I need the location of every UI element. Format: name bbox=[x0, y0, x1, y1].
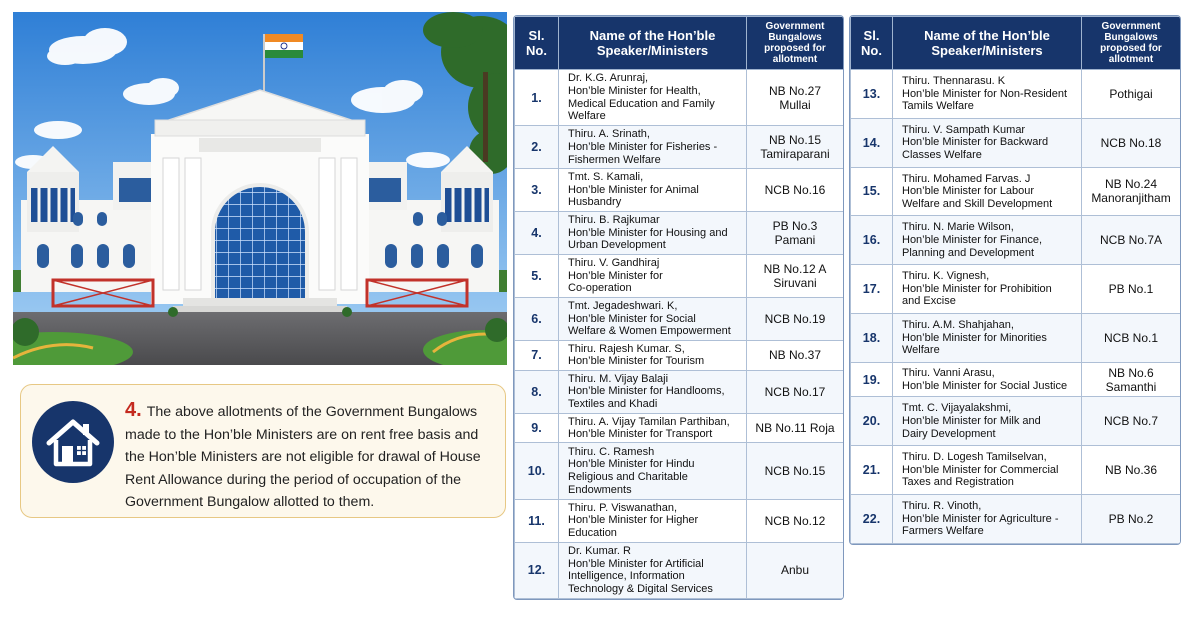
minister-name: Tmt. S. Kamali, bbox=[568, 171, 644, 184]
note-paragraph bbox=[125, 399, 501, 514]
table-row bbox=[851, 70, 1181, 119]
serial-number: 13. bbox=[851, 70, 893, 119]
minister-name: Thiru. A.M. Shahjahan, bbox=[902, 318, 1014, 331]
minister-portfolio: Hon’ble Minister for Social Justice bbox=[902, 379, 1068, 392]
minister-portfolio: Hon’ble Minister for Transport bbox=[568, 428, 713, 441]
house-icon bbox=[31, 400, 115, 484]
minister-portfolio: Hon’ble Minister for Prohibition and Excise bbox=[902, 282, 1052, 308]
minister-portfolio: Hon’ble Minister for Handlooms, Textiles and Khadi bbox=[568, 385, 725, 411]
serial-number: 3. bbox=[515, 169, 559, 212]
minister-portfolio: Hon’ble Minister for Hindu Religious and Charitable Endowments bbox=[568, 458, 695, 496]
bungalow-allotted: PB No.2 bbox=[1082, 495, 1181, 544]
table-row bbox=[515, 212, 844, 255]
allotment-table-left-frame bbox=[513, 15, 844, 600]
table-row bbox=[851, 446, 1181, 495]
serial-number: 11. bbox=[515, 499, 559, 542]
minister-portfolio: Hon’ble Minister for Milk and Dairy Development bbox=[902, 415, 1041, 440]
minister-portfolio: Hon’ble Minister for Non-Resident Tamils Welfare bbox=[902, 87, 1068, 113]
minister-portfolio: Hon’ble Minister for Health, Medical Education and Family Welfare bbox=[568, 85, 715, 123]
serial-number: 2. bbox=[515, 126, 559, 169]
rent-free-note-card bbox=[20, 384, 506, 518]
bungalow-allotted: NB No.37 bbox=[747, 341, 844, 371]
serial-number: 10. bbox=[515, 443, 559, 499]
serial-number: 22. bbox=[851, 495, 893, 544]
table-row bbox=[515, 370, 844, 413]
serial-number: 18. bbox=[851, 313, 893, 362]
bungalow-allotted: NCB No.19 bbox=[747, 298, 844, 341]
bungalow-allotted: NCB No.15 bbox=[747, 443, 844, 499]
minister-cell bbox=[559, 341, 747, 371]
secretariat-building-photo bbox=[13, 12, 507, 365]
minister-cell bbox=[559, 298, 747, 341]
bungalow-allotted: Anbu bbox=[747, 542, 844, 598]
minister-name: Thiru. B. Rajkumar bbox=[568, 214, 660, 227]
minister-cell bbox=[559, 443, 747, 499]
table-row bbox=[851, 167, 1181, 216]
table-row bbox=[851, 313, 1181, 362]
indian-flag-icon bbox=[265, 34, 303, 58]
header-minister-name: Name of the Hon’ble Speaker/Ministers bbox=[559, 17, 747, 70]
table-row bbox=[515, 542, 844, 598]
minister-portfolio: Hon’ble Minister for Artificial Intelligence, Information Technology & Digital Services bbox=[568, 557, 713, 595]
minister-portfolio: Hon’ble Minister for Backward Classes Welfare bbox=[902, 136, 1049, 161]
serial-number: 20. bbox=[851, 397, 893, 446]
bungalow-allotted: NCB No.12 bbox=[747, 499, 844, 542]
minister-cell bbox=[893, 216, 1082, 265]
serial-number: 12. bbox=[515, 542, 559, 598]
table-row bbox=[851, 265, 1181, 314]
minister-portfolio: Hon’ble Minister for Co-operation bbox=[568, 269, 663, 295]
minister-name: Thiru. V. Gandhiraj bbox=[568, 257, 660, 270]
minister-cell bbox=[893, 397, 1082, 446]
bungalow-allotted: NB No.27 Mullai bbox=[747, 70, 844, 126]
table-row bbox=[851, 118, 1181, 167]
serial-number: 1. bbox=[515, 70, 559, 126]
minister-name: Thiru. A. Srinath, bbox=[568, 128, 650, 141]
table-row bbox=[515, 70, 844, 126]
bungalow-allotted: NB No.12 A Siruvani bbox=[747, 255, 844, 298]
serial-number: 14. bbox=[851, 118, 893, 167]
serial-number: 17. bbox=[851, 265, 893, 314]
bungalow-allotted: NB No.24 Manoranjitham bbox=[1082, 167, 1181, 216]
table-row bbox=[851, 397, 1181, 446]
serial-number: 8. bbox=[515, 370, 559, 413]
minister-cell bbox=[559, 126, 747, 169]
bungalow-allotted: NCB No.1 bbox=[1082, 313, 1181, 362]
minister-name: Thiru. A. Vijay Tamilan Parthiban, bbox=[568, 415, 730, 428]
table-row bbox=[851, 362, 1181, 397]
minister-cell bbox=[559, 70, 747, 126]
minister-cell bbox=[893, 167, 1082, 216]
minister-name: Thiru. M. Vijay Balaji bbox=[568, 372, 669, 385]
bungalow-allotted: PB No.1 bbox=[1082, 265, 1181, 314]
minister-cell bbox=[893, 495, 1082, 544]
minister-cell bbox=[559, 255, 747, 298]
minister-cell bbox=[893, 313, 1082, 362]
minister-name: Thiru. Mohamed Farvas. J bbox=[902, 172, 1031, 185]
note-body: The above allotments of the Government Bungalows made to the Hon’ble Ministers are on rent free basis and the Hon’ble Ministers are not eligible for drawal of House Rent Allowance during the period of occupation of the Government Bungalow allotted to them. bbox=[125, 404, 481, 511]
allotment-table-right bbox=[850, 16, 1181, 544]
bungalow-allotted: NCB No.18 bbox=[1082, 118, 1181, 167]
bungalow-allotted: NCB No.7 bbox=[1082, 397, 1181, 446]
minister-cell bbox=[893, 265, 1082, 314]
serial-number: 19. bbox=[851, 362, 893, 397]
minister-portfolio: Hon’ble Minister for Minorities Welfare bbox=[902, 331, 1047, 357]
allotment-table-left bbox=[514, 16, 844, 599]
bungalow-allotted: Pothigai bbox=[1082, 70, 1181, 119]
table-row bbox=[515, 413, 844, 443]
minister-portfolio: Hon’ble Minister for Housing and Urban Development bbox=[568, 226, 728, 252]
table-row bbox=[515, 126, 844, 169]
bungalow-allotted: NB No.11 Roja bbox=[747, 413, 844, 443]
serial-number: 21. bbox=[851, 446, 893, 495]
minister-cell bbox=[559, 370, 747, 413]
bungalow-allotted: NB No.36 bbox=[1082, 446, 1181, 495]
minister-name: Dr. Kumar. R bbox=[568, 545, 631, 558]
minister-portfolio: Hon’ble Minister for Higher Education bbox=[568, 514, 699, 539]
header-sl-no: Sl. No. bbox=[851, 17, 893, 70]
minister-portfolio: Hon’ble Minister for Animal Husbandry bbox=[568, 183, 699, 209]
header-bungalow: Government Bungalows proposed for allotment bbox=[747, 17, 844, 70]
minister-cell bbox=[559, 413, 747, 443]
minister-cell bbox=[559, 169, 747, 212]
bungalow-allotted: PB No.3 Pamani bbox=[747, 212, 844, 255]
table-row bbox=[515, 255, 844, 298]
minister-portfolio: Hon’ble Minister for Fisheries - Fishermen Welfare bbox=[568, 140, 718, 166]
minister-name: Thiru. K. Vignesh, bbox=[902, 270, 990, 283]
note-number: 4. bbox=[125, 399, 142, 421]
minister-name: Thiru. V. Sampath Kumar bbox=[902, 123, 1026, 136]
table-row bbox=[515, 499, 844, 542]
minister-name: Thiru. C. Ramesh bbox=[568, 445, 655, 458]
bungalow-allotted: NCB No.16 bbox=[747, 169, 844, 212]
serial-number: 15. bbox=[851, 167, 893, 216]
table-row bbox=[515, 341, 844, 371]
minister-portfolio: Hon’ble Minister for Social Welfare & Women Empowerment bbox=[568, 312, 731, 338]
allotment-table-right-frame bbox=[849, 15, 1181, 545]
minister-portfolio: Hon’ble Minister for Finance, Planning and Development bbox=[902, 233, 1043, 259]
minister-portfolio: Hon’ble Minister for Labour Welfare and Skill Development bbox=[902, 185, 1053, 210]
minister-portfolio: Hon’ble Minister for Tourism bbox=[568, 355, 705, 368]
serial-number: 9. bbox=[515, 413, 559, 443]
minister-name: Tmt. C. Vijayalakshmi, bbox=[902, 402, 1012, 415]
minister-name: Thiru. Vanni Arasu, bbox=[902, 367, 995, 380]
minister-name: Thiru. P. Viswanathan, bbox=[568, 501, 678, 514]
serial-number: 7. bbox=[515, 341, 559, 371]
minister-name: Thiru. Rajesh Kumar. S, bbox=[568, 342, 685, 355]
minister-name: Thiru. N. Marie Wilson, bbox=[902, 221, 1014, 234]
minister-name: Thiru. D. Logesh Tamilselvan, bbox=[902, 451, 1047, 464]
minister-cell bbox=[559, 542, 747, 598]
serial-number: 4. bbox=[515, 212, 559, 255]
minister-cell bbox=[559, 212, 747, 255]
table-row bbox=[515, 298, 844, 341]
minister-cell bbox=[893, 118, 1082, 167]
serial-number: 6. bbox=[515, 298, 559, 341]
minister-name: Thiru. Thennarasu. K bbox=[902, 75, 1006, 87]
header-sl-no: Sl. No. bbox=[515, 17, 559, 70]
minister-cell bbox=[893, 70, 1082, 119]
bungalow-allotted: NB No.6 Samanthi bbox=[1082, 362, 1181, 397]
bungalow-allotted: NB No.15 Tamiraparani bbox=[747, 126, 844, 169]
minister-name: Dr. K.G. Arunraj, bbox=[568, 72, 649, 85]
header-minister-name: Name of the Hon’ble Speaker/Ministers bbox=[893, 17, 1082, 70]
minister-cell bbox=[559, 499, 747, 542]
table-row bbox=[851, 216, 1181, 265]
bungalow-allotted: NCB No.7A bbox=[1082, 216, 1181, 265]
minister-cell bbox=[893, 446, 1082, 495]
bungalow-allotted: NCB No.17 bbox=[747, 370, 844, 413]
serial-number: 5. bbox=[515, 255, 559, 298]
minister-portfolio: Hon’ble Minister for Commercial Taxes and Registration bbox=[902, 463, 1059, 489]
minister-portfolio: Hon’ble Minister for Agriculture - Farmers Welfare bbox=[902, 512, 1059, 538]
table-row bbox=[851, 495, 1181, 544]
header-bungalow: Government Bungalows proposed for allotment bbox=[1082, 17, 1181, 70]
minister-name: Thiru. R. Vinoth, bbox=[902, 500, 982, 513]
minister-name: Tmt. Jegadeshwari. K, bbox=[568, 300, 678, 313]
table-row bbox=[515, 169, 844, 212]
table-row bbox=[515, 443, 844, 499]
minister-cell bbox=[893, 362, 1082, 397]
serial-number: 16. bbox=[851, 216, 893, 265]
